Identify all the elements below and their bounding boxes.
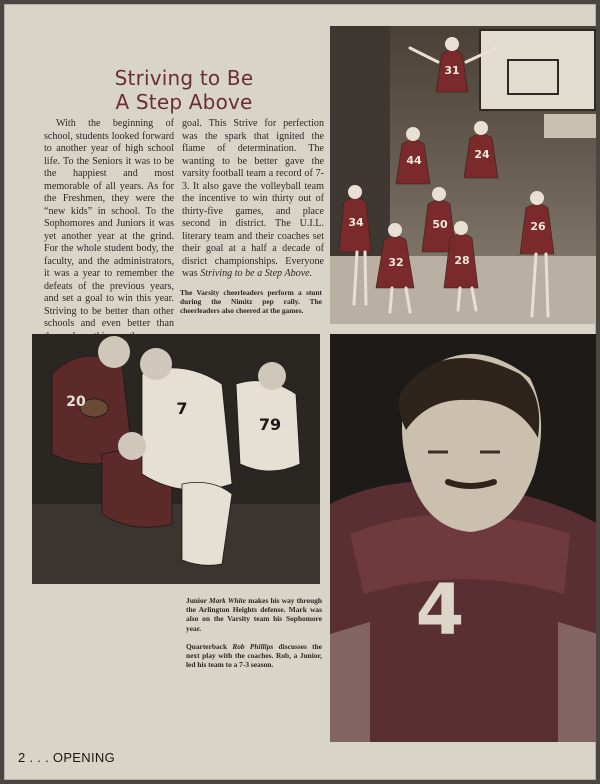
- mark-caption-rest: makes his way through the Arlington Heights defense. Mark was also on the Varsity team his Sophomore year.: [186, 596, 323, 633]
- body-column-2: [182, 118, 324, 281]
- quarterback-portrait-photo: [330, 334, 596, 742]
- jersey-50: 50: [432, 218, 448, 231]
- body-column-2-text: goal. This Strive for perfection was the spark that ignited the flame of determination. The wanting to be better gave the varsity football team a record of 7-3. It also gave the volleyball team the incentive to win thirty out of thirty-five games, and place second in district. The U.I.L. literary team and their coaches set their goal at a half a decade of disrict championships. Everyone was: [182, 118, 324, 279]
- jersey-24: 24: [474, 148, 490, 161]
- yearbook-page: [4, 4, 596, 780]
- cheer-caption: The Varsity cheerleaders perform a stunt during the Nimitz pep rally. The cheerleaders also cheered at the games.: [180, 288, 322, 316]
- footer-separator: . . .: [25, 750, 53, 765]
- rob-caption-rest: discusses the next play with the coaches. Rob, a Junior, led his team to a 7-3 season.: [186, 642, 322, 670]
- jersey-26: 26: [530, 220, 546, 233]
- body-column-1: With the beginning of school, students looked forward to another year of high school life. To the Seniors it was to be the happiest and most memorable of all years. As for the Freshmen, they were the “new kids” in school. To the Sophomores and Juniors it was yet another year at the grind. For the whole student body, the faculty, and the administrators, it was a year to remember the defeats of the previous years, and set a goal to win this year. Striving to be better than other schools and even better than: [44, 118, 174, 329]
- jersey-34: 34: [348, 216, 364, 229]
- article-title: [74, 66, 294, 114]
- page-footer: [18, 750, 115, 765]
- jersey-44: 44: [406, 154, 422, 167]
- body-column-2-emphasis: Striving to be a Step Above.: [200, 268, 313, 279]
- jersey-28: 28: [454, 254, 470, 267]
- title-line-2: A Step Above: [115, 90, 253, 114]
- mark-caption-prefix: Junior: [186, 596, 210, 605]
- jersey-31: 31: [444, 64, 460, 77]
- cheerleader-photo: [330, 26, 596, 324]
- rob-caption-prefix: Quarterback: [186, 642, 233, 651]
- jersey-7: 7: [176, 399, 188, 418]
- section-name: OPENING: [52, 750, 115, 765]
- football-photo: [32, 334, 320, 584]
- jersey-79: 79: [258, 415, 282, 434]
- jersey-20: 20: [66, 394, 86, 410]
- rob-caption: [186, 642, 322, 670]
- rob-caption-name: Rob Phillips: [232, 642, 274, 651]
- jersey-4: 4: [415, 569, 465, 651]
- page-number: 2: [18, 750, 26, 765]
- jersey-32: 32: [388, 256, 404, 269]
- mark-caption: [186, 596, 322, 633]
- title-line-1: Striving to Be: [114, 66, 254, 90]
- mark-caption-name: Mark White: [209, 596, 246, 605]
